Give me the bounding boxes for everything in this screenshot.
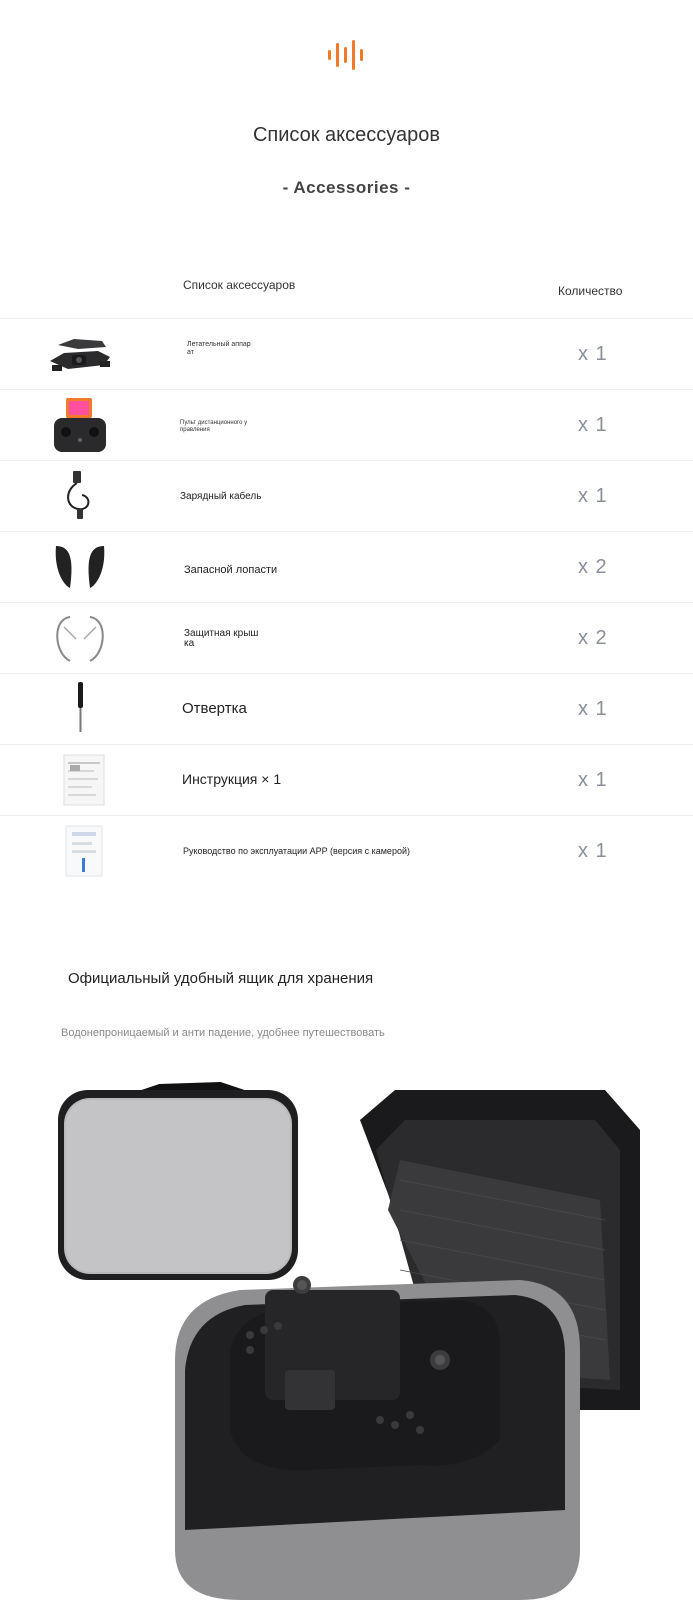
- column-header-list: Список аксессуаров: [183, 278, 296, 292]
- table-row: [0, 389, 693, 460]
- page-title: Список аксессуаров: [252, 124, 441, 146]
- table-row: [0, 531, 693, 602]
- page-subtitle: - Accessories -: [282, 178, 411, 197]
- accessory-name: Инструкция × 1: [182, 771, 282, 787]
- accessory-quantity: x 1: [578, 769, 608, 791]
- table-row: [0, 815, 693, 886]
- table-row: [0, 602, 693, 673]
- accessory-name: Отвертка: [182, 700, 247, 717]
- storage-case-image: [0, 1080, 693, 1600]
- brand-sound-wave-icon: [326, 40, 366, 70]
- accessory-name: Запасной лопасти: [184, 564, 278, 576]
- charging-cable-icon: [44, 467, 116, 525]
- table-row: [0, 460, 693, 531]
- manual-icon: [44, 751, 116, 809]
- drone-icon: [44, 325, 116, 383]
- storage-case-title: Официальный удобный ящик для хранения: [68, 970, 374, 987]
- app-guide-icon: [44, 822, 116, 880]
- accessory-name: Летательный аппар ат: [187, 341, 251, 356]
- table-row: [0, 673, 693, 744]
- accessory-quantity: x 2: [578, 627, 608, 649]
- propeller-guard-icon: [44, 609, 116, 667]
- accessory-quantity: x 1: [578, 414, 608, 436]
- accessory-name: Руководство по эксплуатации APP (версия с камерой): [183, 846, 410, 856]
- table-row: [0, 318, 693, 389]
- accessory-quantity: x 1: [578, 485, 608, 507]
- table-row: [0, 744, 693, 815]
- accessory-quantity: x 1: [578, 698, 608, 720]
- column-header-quantity: Количество: [558, 284, 623, 298]
- accessory-quantity: x 1: [578, 343, 608, 365]
- storage-case-subtitle: Водонепроницаемый и анти падение, удобнее путешествовать: [61, 1027, 385, 1039]
- accessory-name: Защитная крыш ка: [184, 628, 259, 649]
- accessory-quantity: x 2: [578, 556, 608, 578]
- propeller-icon: [44, 538, 116, 596]
- accessory-quantity: x 1: [578, 840, 608, 862]
- accessories-table: [0, 318, 693, 886]
- accessory-name: Пульт дистанционного у правления: [180, 420, 248, 433]
- screwdriver-icon: [44, 680, 116, 738]
- accessory-name: Зарядный кабель: [180, 491, 262, 502]
- remote-controller-icon: [44, 396, 116, 454]
